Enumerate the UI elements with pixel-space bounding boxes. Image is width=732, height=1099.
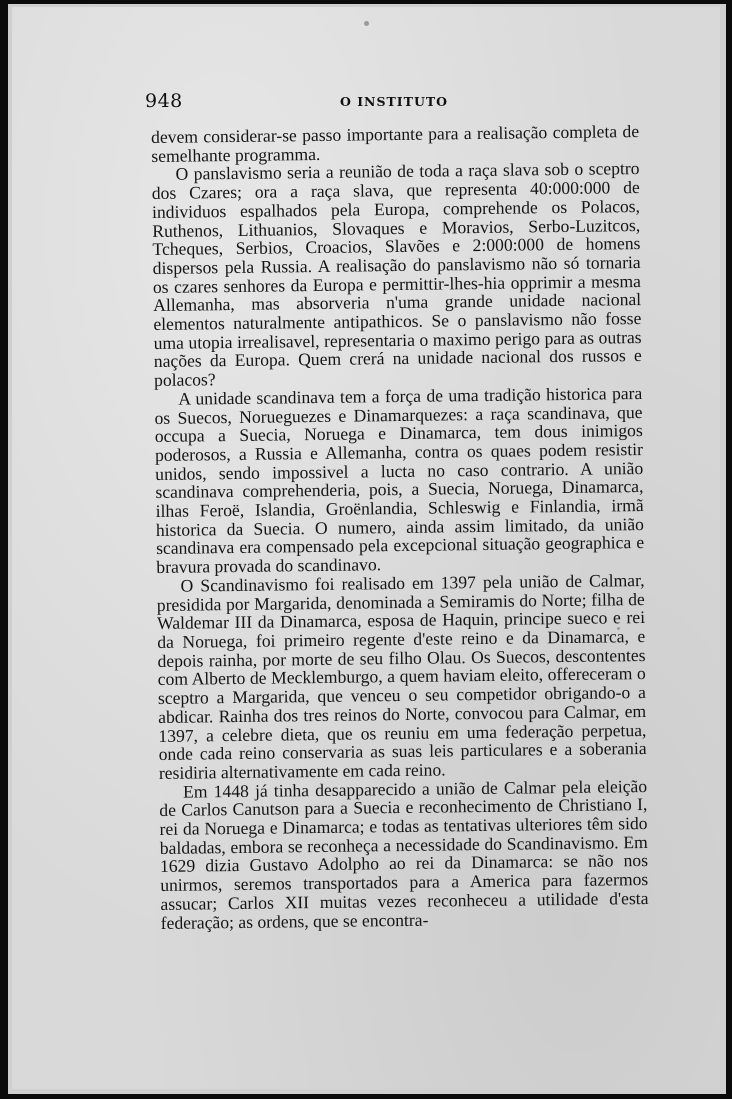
ink-speck xyxy=(364,21,369,26)
body-text xyxy=(151,122,649,932)
paragraph-continuation: devem considerar-se passo importante para a realisação completa de semelhante programma. xyxy=(150,121,640,166)
paragraph-scandinavismo-calmar: O Scandinavismo foi realisado em 1397 pela união de Calmar, presidida por Margarida, denominada a Semiramis do Norte; filha de Waldemar III da Dinamarca, esposa de Haquin, principe sueco e rei da Noruega, foi primeiro regente d'este reino e da Dinamarca, e depois rainha, por morte de seu filho Olau. Os Suecos, descontentes com Alberto de Mecklemburgo, a quem haviam eleito, offereceram o sceptro a Margarida, que venceu o seu competidor obrigando-o a abdicar. Rainha dos tres reinos do Norte, convocou para Calmar, em 1397, a celebre dieta, que os reuniu em uma federação perpetua, onde cada reino conservaria as suas leis particulares e a soberania residiria alternativamente em cada reino. xyxy=(156,569,647,783)
running-head xyxy=(145,90,643,114)
paragraph-unidade-scandinava: A unidade scandinava tem a força de uma tradição historica para os Suecos, Norueguezes e Dinamarquezes: a raça scandinava, que occupa a Suecia, Noruega e Dinamarca, tem dous inimigos poderosos, a Russia e Allemanha, contra os quaes podem resistir unidos, sendo impossivel a lucta no caso contrario. A união scandinava comprehenderia, pois, a Suecia, Noruega, Dinamarca, ilhas Feroë, Islandia, Groënlandia, Schleswig e Finlandia, irmã historica da Suecia. O numero, ainda assim limitado, da união scandinava era compensado pela excepcional situação geographica e bravura provada do scandinavo. xyxy=(154,382,645,578)
paragraph-dissolucao-calmar: Em 1448 já tinha desapparecido a união de Calmar pela eleição de Carlos Canutson para a Suecia e reconhecimento de Christiano I, rei da Noruega e Dinamarca; e todas as tentativas ulteriores têm sido baldadas, embora se reconheça a necessidade do Scandinavismo. Em 1629 dizia Gustavo Adolpho ao rei da Dinamarca: se não nos unirmos, seremos transportados para a America para fazermos assucar; Carlos XII muitas vezes reconheceu a utilidade d'esta federação; as ordens, que se encontra- xyxy=(159,775,649,933)
page-number: 948 xyxy=(145,90,183,112)
paragraph-panslavismo: O panslavismo seria a reunião de toda a raça slava sob o sceptro dos Czares; ora a raça slava, que representa 40:000:000 de individuos espalhados pela Europa, comprehende os Polacos, Ruthenos, Lithuanios, Slovaques e Moravios, Serbo-Luzitcos, Tcheques, Serbios, Croacios, Slavões e 2:000:000 de homens dispersos pela Russia. A realisação do panslavismo não só tornaria os czares senhores da Europa e permittir-lhes-hia opprimir a mesma Allemanha, mas absorveria n'uma grande unidade nacional elementos naturalmente antipathicos. Se o panslavismo não fosse uma utopia irrealisavel, representaria o maximo perigo para as outras nações da Europa. Quem crerá na unidade nacional dos russos e polacos? xyxy=(151,158,642,391)
journal-title: O INSTITUTO xyxy=(339,94,449,109)
